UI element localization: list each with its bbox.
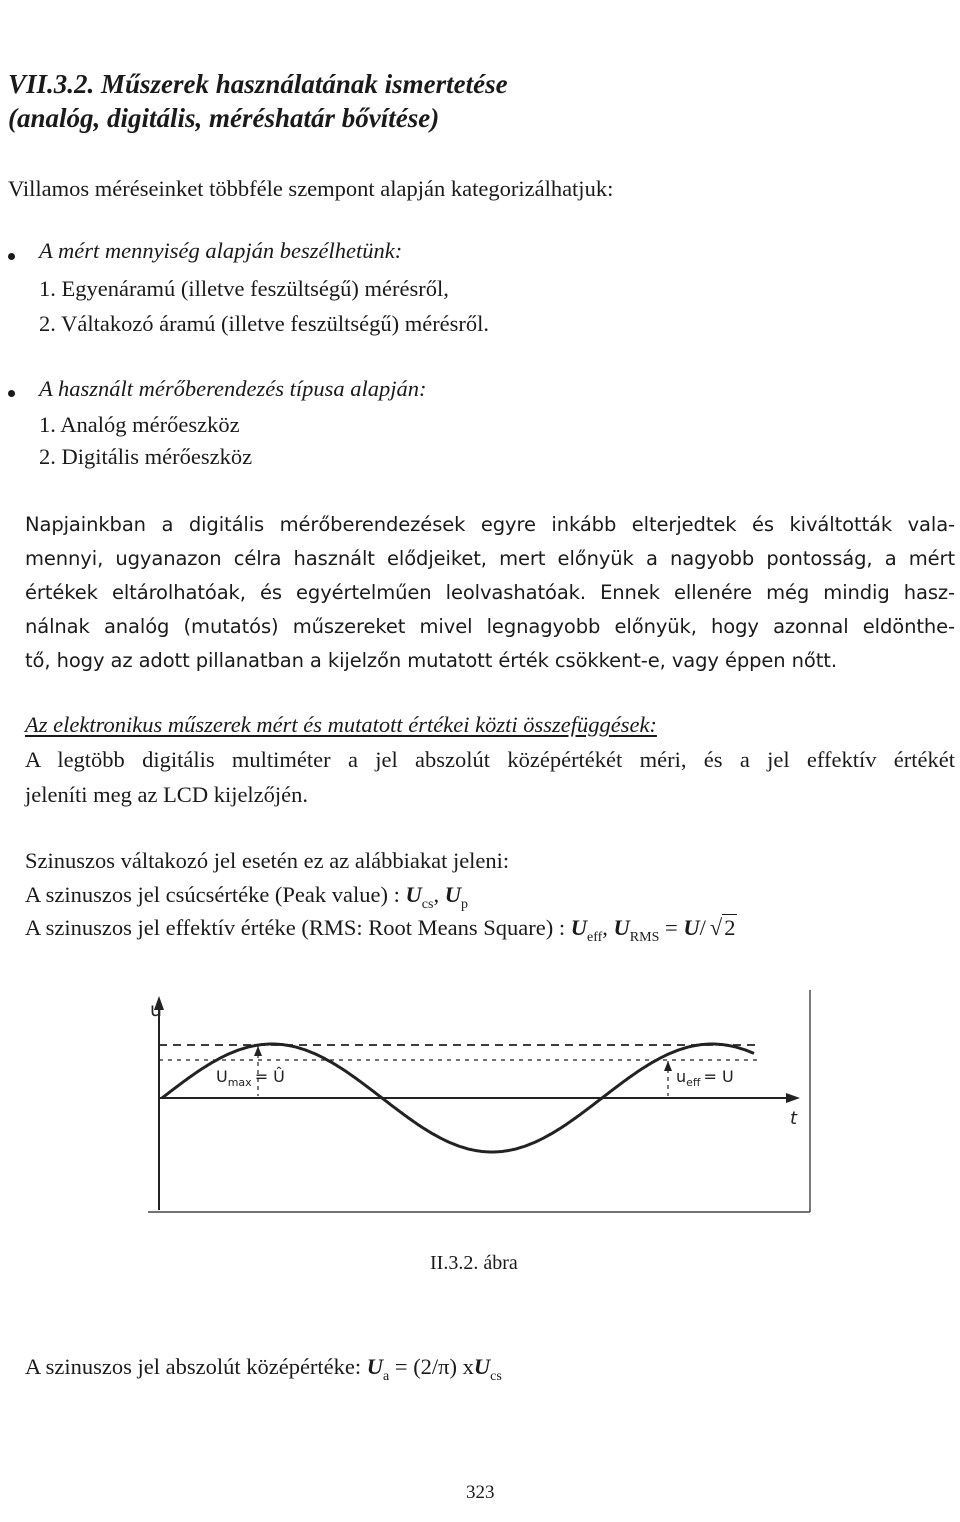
max-label-subscript: max [227,1076,252,1089]
rms-subscript: RMS [629,930,660,945]
eff-label [676,1067,734,1089]
list2-title: A használt mérőberendezés típusa alapján: [39,376,427,401]
rms-value-text: A szinuszos jel effektív értéke (RMS: Root Means Square) : [25,915,571,940]
max-arrow-icon [254,1046,262,1056]
section2-line1: A legtöbb digitális multiméter a jel abszolút középértékét méri, és a jel effektív értékét [25,747,955,772]
section2-line2: jeleníti meg az LCD kijelzőjén. [25,782,309,807]
eff-label-value: = U [703,1067,734,1086]
paragraph-line: tő, hogy az adott pillanatban a kijelzőn mutatott érték csökkent-e, vagy éppen nőtt. [25,649,837,672]
paragraph-line: Napjainkban a digitális mérőberendezések egyre inkább elterjedtek és kiváltották vala- [25,513,955,536]
intro-text: Villamos méréseinket többféle szempont alapján kategorizálhatjuk: [8,176,614,201]
list2-item-1: 1. Analóg mérőeszköz [39,412,240,437]
peak-u-symbol: U [444,882,461,907]
bullet-icon [8,253,15,260]
max-label-symbol: U [216,1067,228,1086]
paragraph-line: mennyi, ugyanazon célra használt elődjeiket, mert előnyük a nagyobb pontosság, a mért [25,547,955,570]
formula-expression: = (2/π) x [389,1354,474,1379]
rms-value-line [25,913,737,947]
list2-item-2: 2. Digitális mérőeszköz [39,444,253,469]
bullet-icon [8,390,15,397]
formula-subscript: a [383,1369,390,1384]
peak-value-text: A szinuszos jel csúcsértéke (Peak value) : [25,882,406,907]
eff-label-subscript: eff [686,1076,701,1089]
rms-subscript: eff [587,930,603,945]
list1-title: A mért mennyiség alapján beszélhetünk: [39,238,403,263]
figure-caption: II.3.2. ábra [430,1252,518,1274]
section-title-line2: (analóg, digitális, méréshatár bővítése) [8,103,440,133]
rms-u-symbol: U [683,915,700,940]
peak-u-symbol: U [405,882,422,907]
peak-subscript: p [460,897,468,912]
peak-value-line [25,880,468,914]
u-axis-label: u [150,999,163,1021]
separator: , [433,882,445,907]
list1-item-2: 2. Váltakozó áramú (illetve feszültségű) mérésről. [39,311,490,336]
sqrt-symbol [706,913,738,943]
formula-subscript: cs [490,1369,502,1384]
rms-u-symbol: U [570,915,587,940]
formula-u-symbol: U [473,1354,491,1379]
eff-label-symbol: u [676,1067,687,1086]
max-label-value: = Û [254,1067,285,1086]
section2-heading: Az elektronikus műszerek mért és mutatott értékei közti összefüggések: [25,712,657,737]
t-axis-label: t [790,1108,798,1129]
max-label [216,1067,285,1089]
equals: = [659,915,684,940]
sine-wave-figure [140,990,820,1220]
formula-text: A szinuszos jel abszolút középértéke: [25,1354,367,1379]
list1-item-1: 1. Egyenáramú (illetve feszültségű) mérésről, [39,276,449,301]
mean-value-formula [25,1352,502,1386]
radical-sign: √ [709,915,723,940]
t-axis-arrow-icon [786,1093,800,1103]
body-paragraph [25,508,955,678]
eff-arrow-icon [664,1061,672,1071]
page-number: 323 [466,1482,495,1503]
formula-u-symbol: U [366,1354,384,1379]
radicand: 2 [724,915,736,940]
separator: , [602,915,614,940]
slash: / [699,915,706,940]
sine-intro: Szinuszos váltakozó jel esetén ez az alábbiakat jeleni: [25,848,510,873]
paragraph-line: értékek eltárolhatóak, és egyértelműen leolvashatóak. Ennek ellenére még mindig hasz- [25,581,955,604]
paragraph-line: nálnak analóg (mutatós) műszereket mivel legnagyobb előnyük, hogy azonnal eldönthe- [25,615,955,638]
peak-subscript: cs [421,897,434,912]
section-title-line1: VII.3.2. Műszerek használatának ismertetése [8,69,508,99]
rms-u-symbol: U [613,915,630,940]
